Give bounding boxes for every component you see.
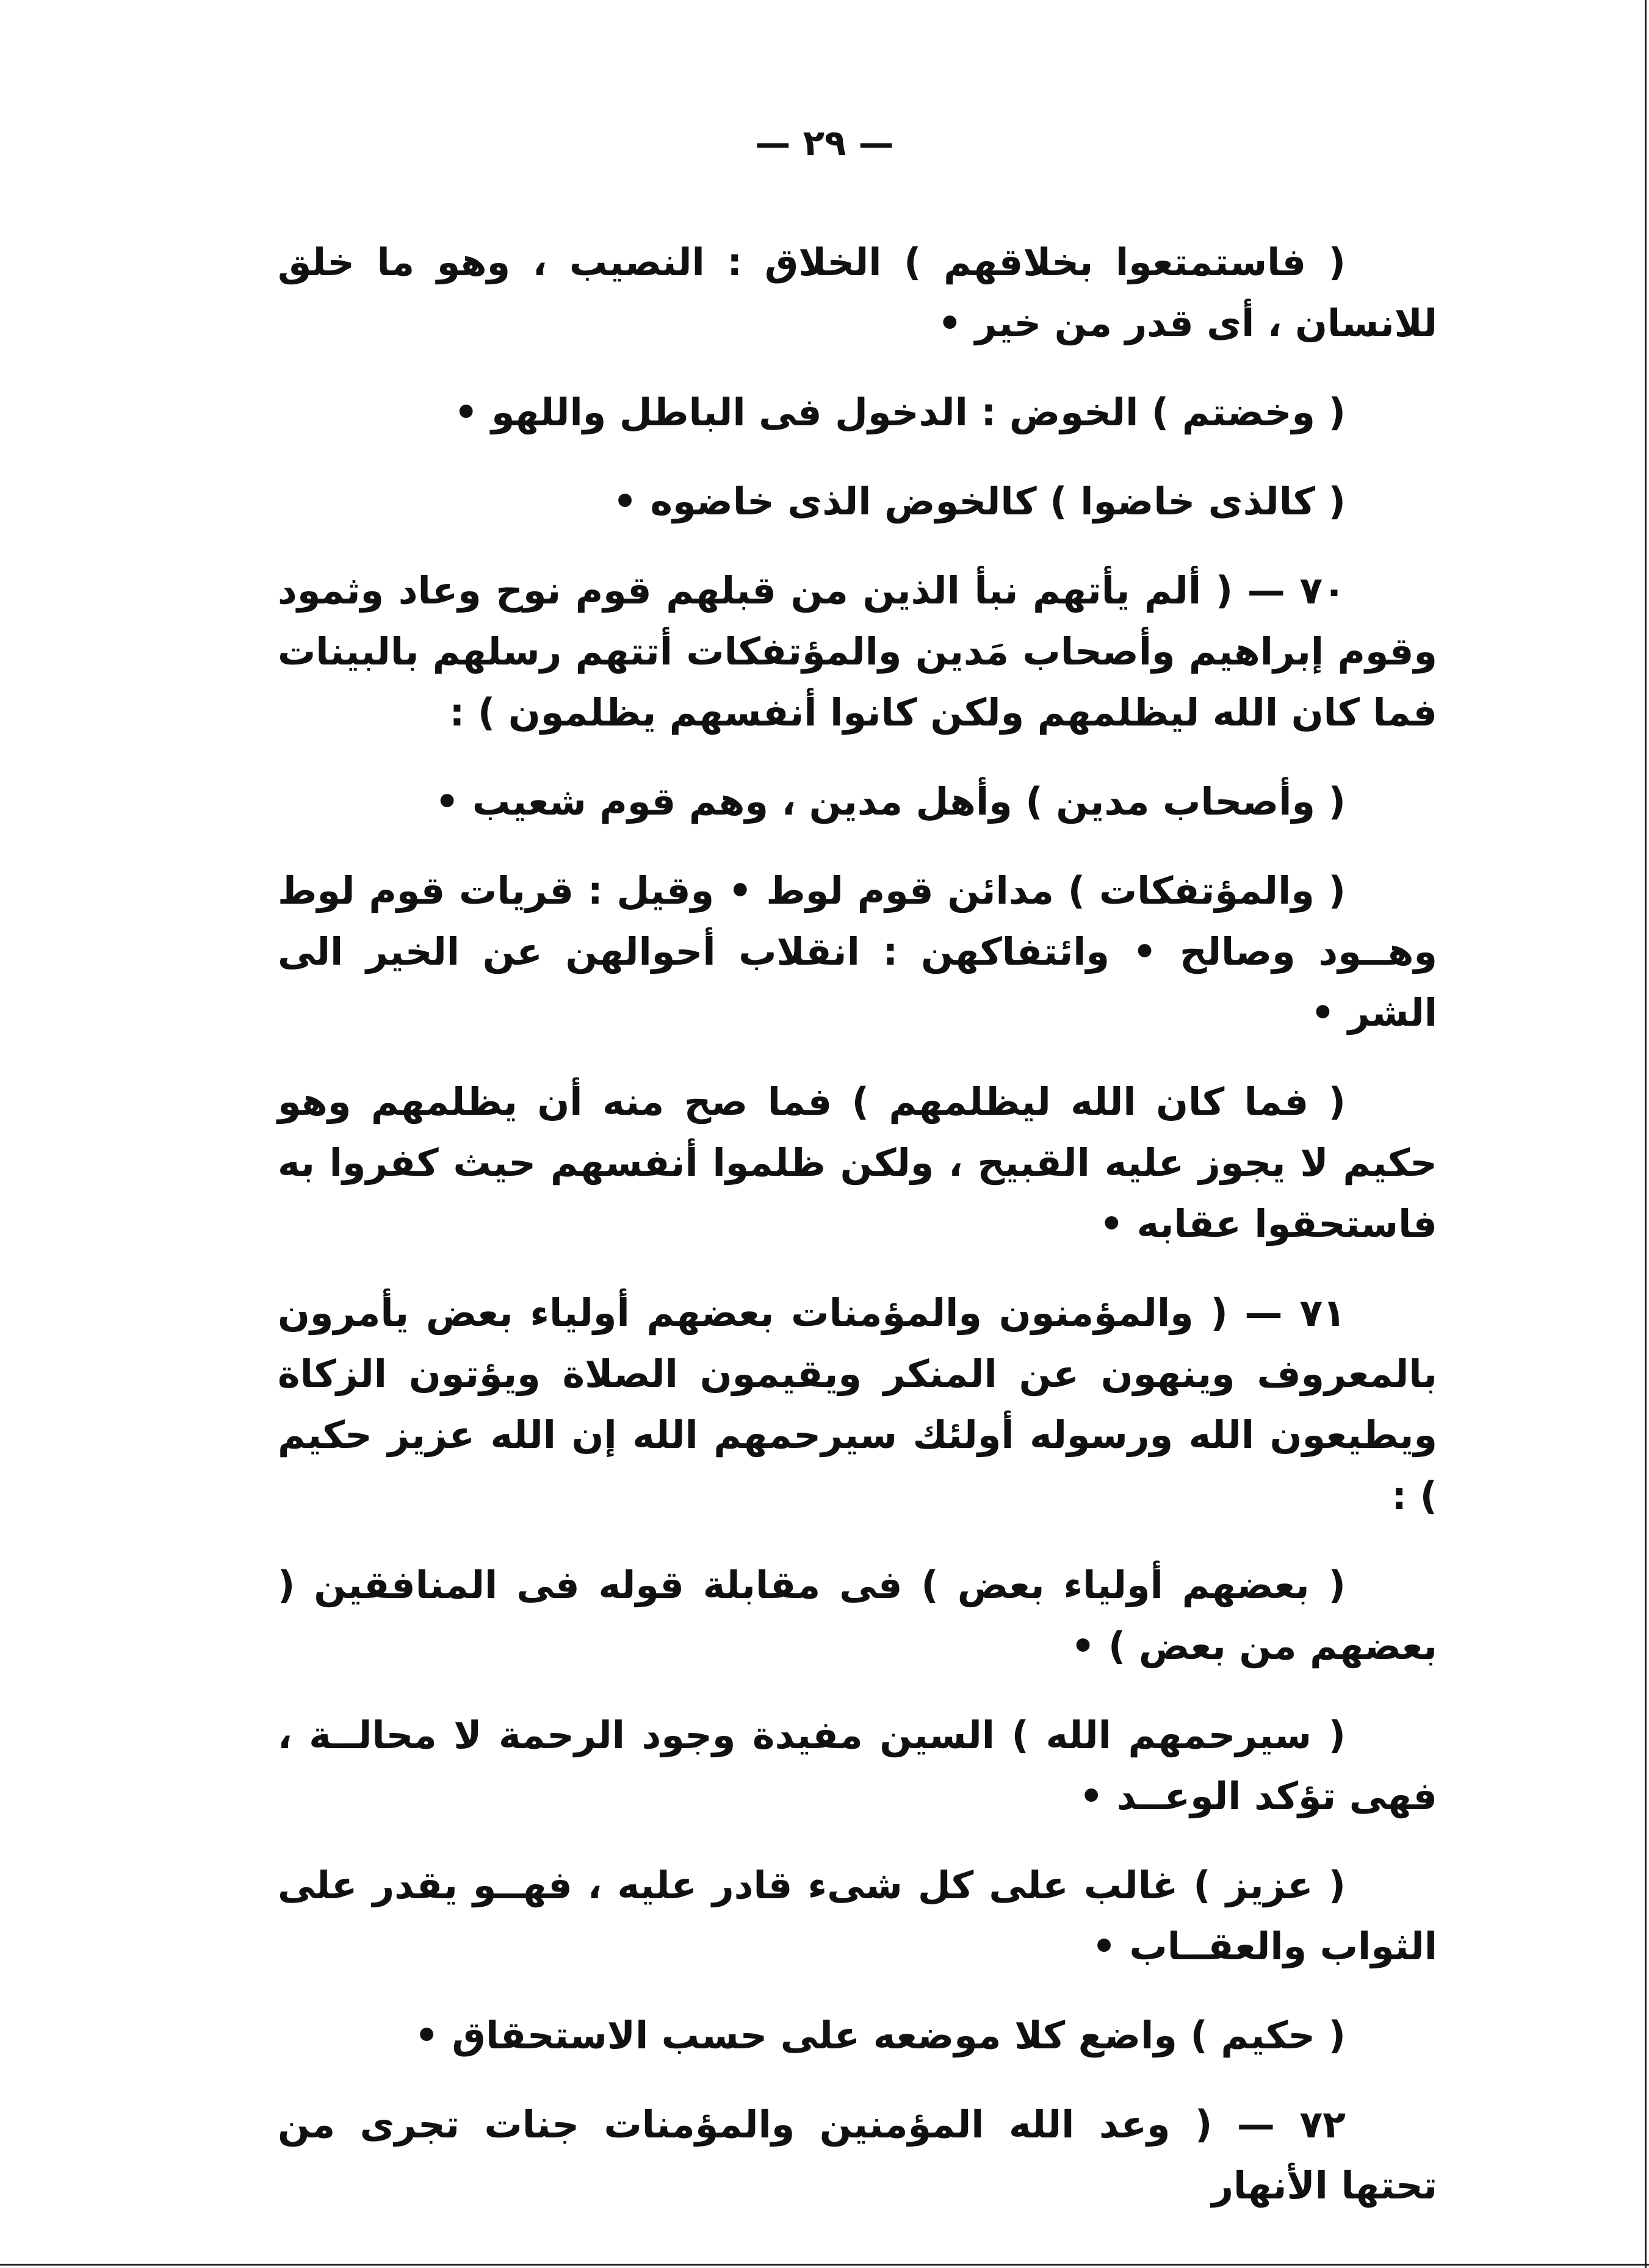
paragraph-13: ٧٢ — ( وعد الله المؤمنين والمؤمنات جنات تجرى من تحتها الأنهار xyxy=(278,2102,1437,2208)
paragraph-11: ( عزيز ) غالب على كل شىء قادر عليه ، فهــو يقدر على الثواب والعقــاب • xyxy=(278,1863,1437,1968)
paragraph-8: ٧١ — ( والمؤمنون والمؤمنات بعضهم أولياء بعض يأمرون بالمعروف وينهون عن المنكر ويقيمون الصلاة ويؤتون الزكاة ويطيعون الله ورسوله أولئك سيرحمهم الله إن الله عزيز حكيم ) : xyxy=(278,1291,1437,1518)
paragraph-2: ( وخضتم ) الخوض : الدخول فى الباطل واللهو • xyxy=(453,390,1346,434)
page-number: — ٢٩ — xyxy=(755,122,894,164)
paragraph-12: ( حكيم ) واضع كلا موضعه على حسب الاستحقاق • xyxy=(414,2013,1346,2057)
right-edge-line xyxy=(1645,0,1647,2268)
bottom-edge-line xyxy=(0,2264,1649,2266)
paragraph-7: ( فما كان الله ليظلمهم ) فما صح منه أن يظلمهم وهو حكيم لا يجوز عليه القبيح ، ولكن ظلموا أنفسهم حيث كفروا به فاستحقوا عقابه • xyxy=(278,1079,1437,1246)
paragraph-1: ( فاستمتعوا بخلاقهم ) الخلاق : النصيب ، وهو ما خلق للانسان ، أى قدر من خير • xyxy=(278,240,1437,345)
paragraph-5: ( وأصحاب مدين ) وأهل مدين ، وهم قوم شعيب • xyxy=(435,779,1346,824)
paragraph-3: ( كالذى خاضوا ) كالخوض الذى خاضوه • xyxy=(613,479,1346,524)
paragraph-4: ٧٠ — ( ألم يأتهم نبأ الذين من قبلهم قوم نوح وعاد وثمود وقوم إبراهيم وأصحاب مَدين والمؤتفكات أتتهم رسلهم بالبينات فما كان الله ليظلمهم ولكن كانوا أنفسهم يظلمون ) : xyxy=(278,568,1437,735)
paragraph-6: ( والمؤتفكات ) مدائن قوم لوط • وقيل : قريات قوم لوط وهــود وصالح • وائتفاكهن : انقلاب أحوالهن عن الخير الى الشر • xyxy=(278,868,1437,1035)
paragraph-10: ( سيرحمهم الله ) السين مفيدة وجود الرحمة لا محالــة ، فهى تؤكد الوعــد • xyxy=(278,1713,1437,1818)
paragraph-9: ( بعضهم أولياء بعض ) فى مقابلة قوله فى المنافقين ( بعضهم من بعض ) • xyxy=(278,1563,1437,1668)
body-text xyxy=(278,232,1437,2244)
